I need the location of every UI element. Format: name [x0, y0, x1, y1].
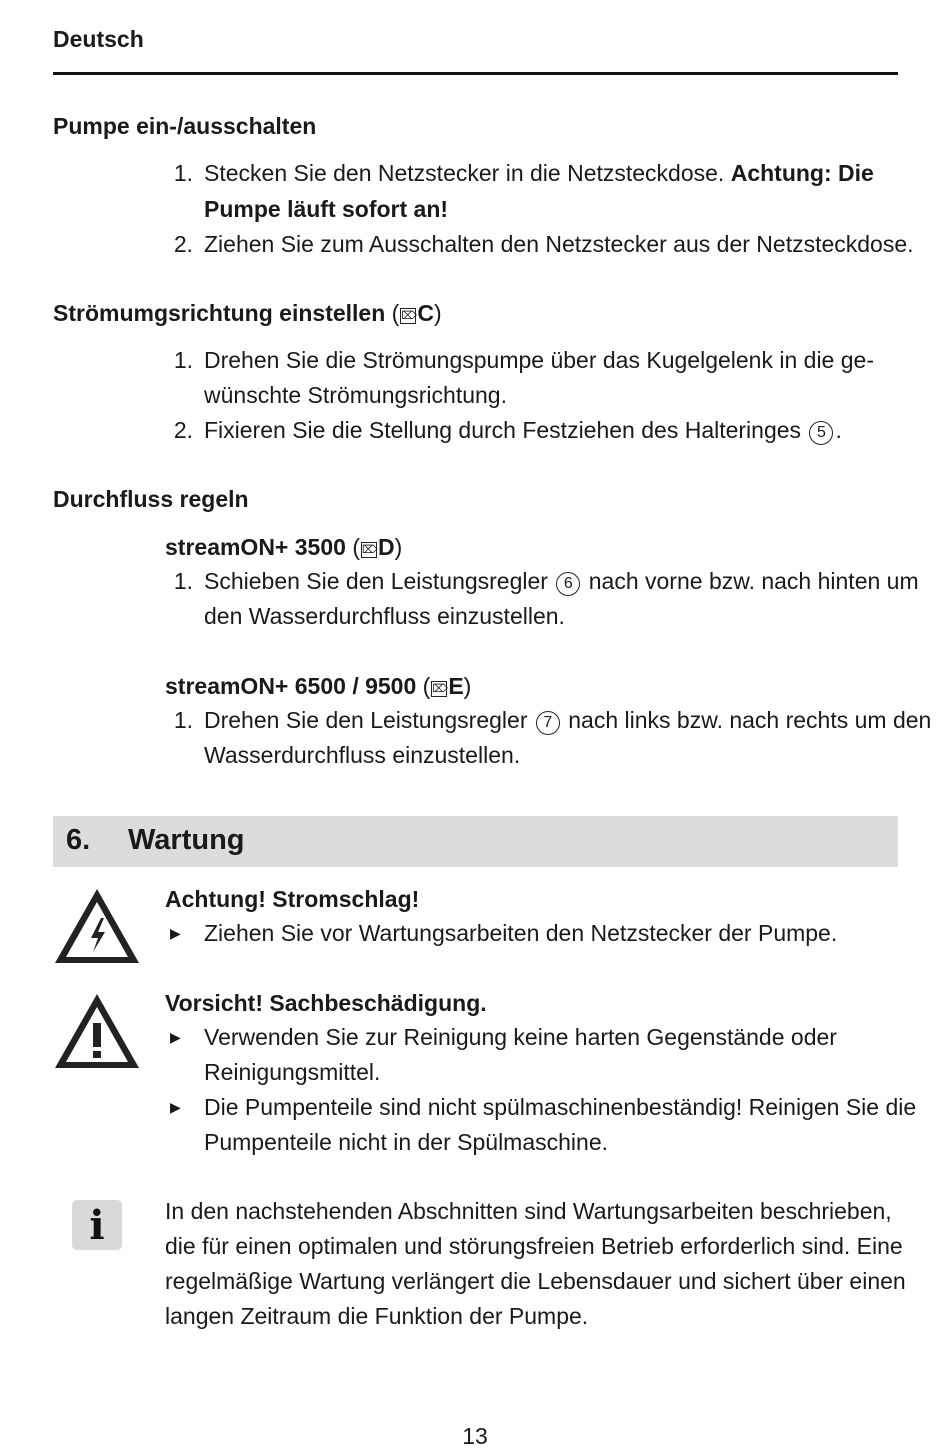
step-text: Drehen Sie den Leistungsregler 7 nach links bzw. nach rechts um den — [204, 707, 932, 733]
warning-item: Die Pumpenteile sind nicht spülmaschinenbeständig! Reinigen Sie die — [204, 1094, 917, 1120]
step-number: 1. — [173, 568, 193, 594]
warning-title: Achtung! Stromschlag! — [165, 886, 420, 912]
heading-flow-control: Durchfluss regeln — [53, 486, 249, 512]
section-title: Wartung — [128, 824, 245, 856]
electric-shock-warning-icon — [52, 886, 142, 966]
model-heading-3500: streamON+ 3500 ( ⌦D) — [165, 534, 403, 560]
warning-item: Ziehen Sie vor Wartungsarbeiten den Netzstecker der Pumpe. — [204, 920, 838, 946]
model-heading-6500-9500: streamON+ 6500 / 9500 ( ⌦E) — [165, 673, 472, 699]
info-text-line: langen Zeitraum die Funktion der Pumpe. — [165, 1303, 589, 1329]
warning-item: Verwenden Sie zur Reinigung keine harten Gegenstände oder — [204, 1024, 837, 1050]
bullet-arrow-icon: ▶ — [170, 1029, 181, 1045]
step-text: Ziehen Sie zum Ausschalten den Netzstecker aus der Netzsteckdose. — [204, 231, 914, 257]
page-number: 13 — [462, 1423, 488, 1449]
step-text: Schieben Sie den Leistungsregler 6 nach vorne bzw. nach hinten um — [204, 568, 919, 594]
bullet-arrow-icon: ▶ — [170, 925, 181, 941]
part-number-badge: 5 — [809, 421, 833, 445]
step-text: Stecken Sie den Netzstecker in die Netzsteckdose. Achtung: Die — [204, 160, 874, 186]
step-number: 2. — [173, 231, 193, 257]
section-number: 6. — [66, 824, 91, 856]
step-text: Fixieren Sie die Stellung durch Festziehen des Halteringes 5 . — [204, 417, 842, 443]
caution-warning-icon — [52, 991, 142, 1071]
step-text-continued: den Wasserdurchfluss einzustellen. — [204, 603, 565, 629]
step-number: 1. — [173, 160, 193, 186]
figure-ref-icon: ⌦ — [432, 683, 448, 695]
figure-ref-icon: ⌦ — [362, 544, 378, 556]
heading-pump-switch: Pumpe ein-/ausschalten — [53, 113, 317, 139]
step-number: 1. — [173, 707, 193, 733]
step-text-continued: Wasserdurchfluss einzustellen. — [204, 742, 521, 768]
bullet-arrow-icon: ▶ — [170, 1099, 181, 1115]
step-number: 2. — [173, 417, 193, 443]
step-number: 1. — [173, 347, 193, 373]
language-label: Deutsch — [53, 26, 144, 52]
warning-item-continued: Reinigungsmittel. — [204, 1059, 381, 1085]
warning-item-continued: Pumpenteile nicht in der Spülmaschine. — [204, 1129, 609, 1155]
info-text-line: regelmäßige Wartung verlängert die Lebensdauer und sichert über einen — [165, 1268, 906, 1294]
step-text-continued: wünschte Strömungsrichtung. — [204, 382, 507, 408]
warning-title: Vorsicht! Sachbeschädigung. — [165, 990, 487, 1016]
info-text-line: In den nachstehenden Abschnitten sind Wartungsarbeiten beschrieben, — [165, 1198, 892, 1224]
part-number-badge: 6 — [556, 572, 580, 596]
step-text-continued: Pumpe läuft sofort an! — [204, 196, 449, 222]
info-icon: i — [72, 1200, 122, 1250]
info-text-line: die für einen optimalen und störungsfreien Betrieb erforderlich sind. Eine — [165, 1233, 903, 1259]
header-rule — [53, 72, 898, 75]
part-number-badge: 7 — [536, 711, 560, 735]
figure-ref-icon: ⌦ — [401, 310, 417, 322]
step-text: Drehen Sie die Strömungspumpe über das Kugelgelenk in die ge- — [204, 347, 874, 373]
heading-flow-direction: Strömumgsrichtung einstellen ( ⌦C) — [53, 300, 442, 326]
